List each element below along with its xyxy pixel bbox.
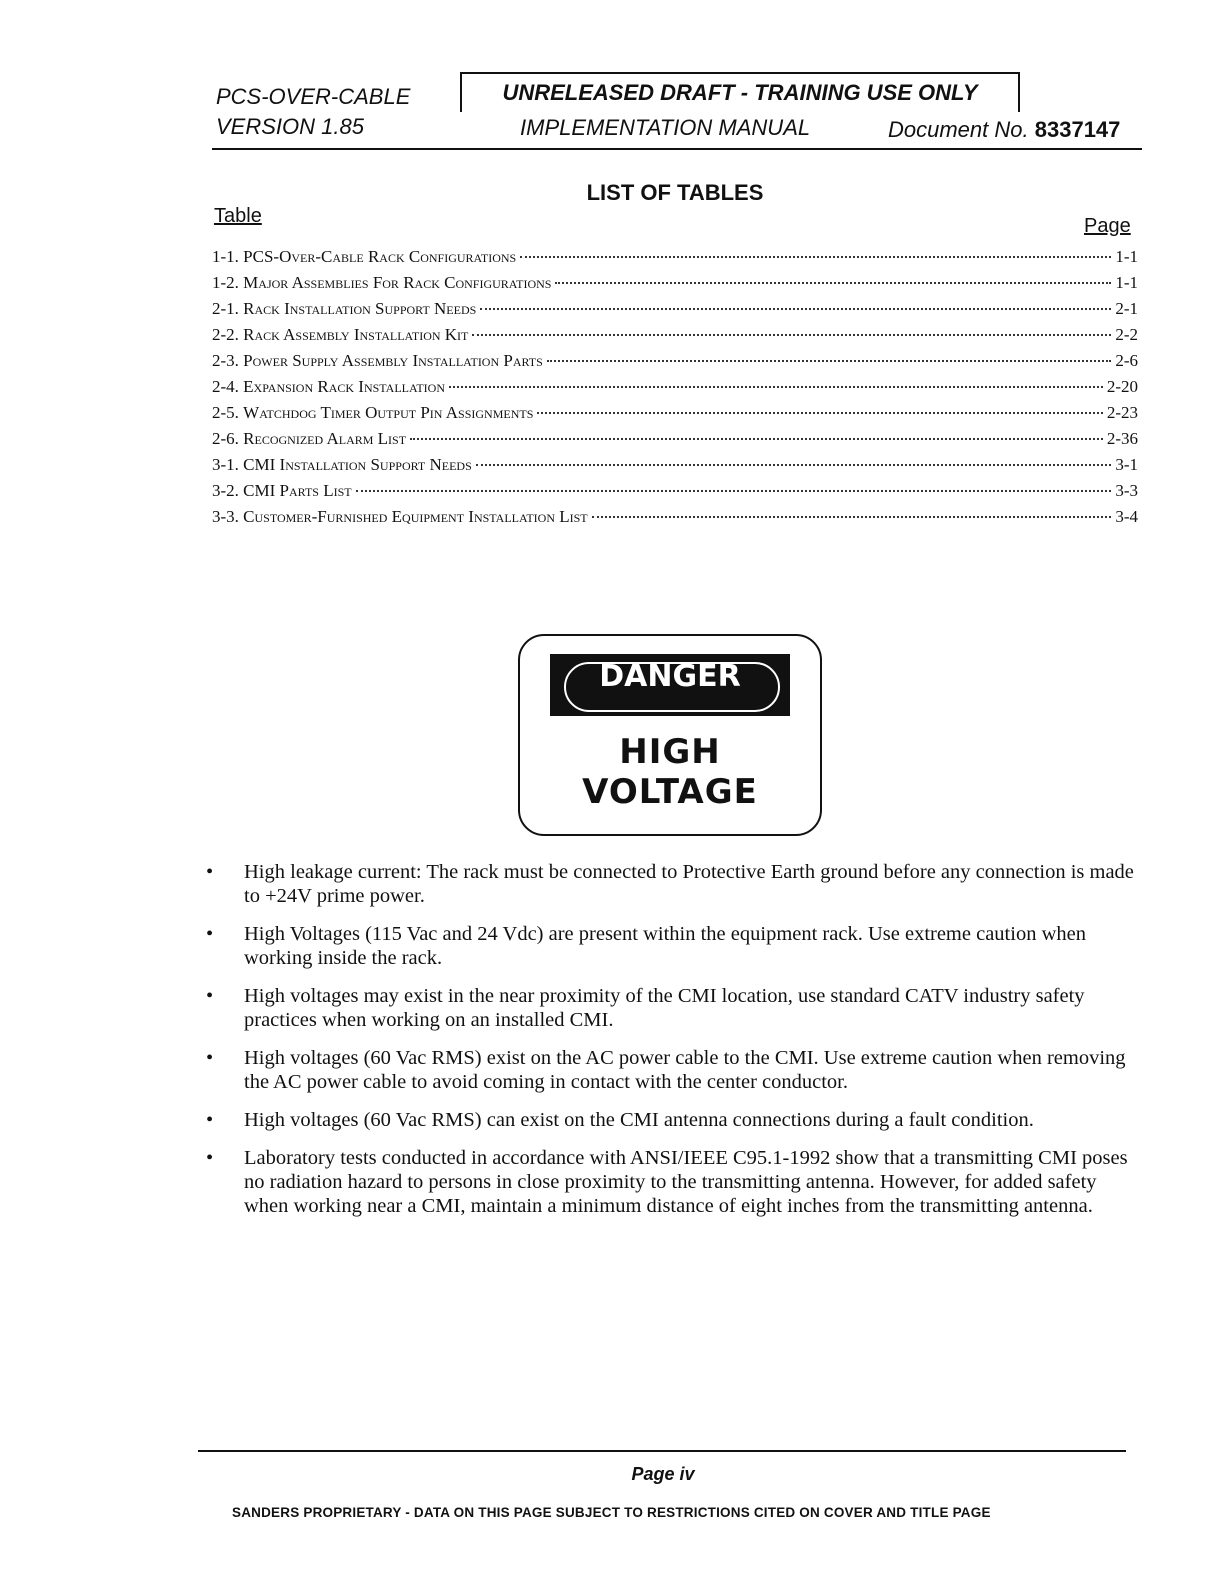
- high-voltage-text: [520, 732, 820, 812]
- toc-title: Major Assemblies For Rack Configurations: [243, 273, 552, 292]
- toc-number: 2-5.: [212, 403, 244, 422]
- toc-row: [212, 351, 1138, 377]
- safety-bullet-text: High voltages (60 Vac RMS) exist on the AC power cable to the CMI. Use extreme caution when removing the AC power cable to avoid coming in contact with the center conductor.: [244, 1047, 1126, 1093]
- toc-row: [212, 507, 1138, 533]
- toc-title: Recognized Alarm List: [243, 429, 407, 448]
- toc-title: Customer-Furnished Equipment Installation List: [243, 507, 588, 526]
- bullet-dot-icon: •: [206, 985, 214, 1007]
- toc-leader: [547, 360, 1112, 362]
- toc-leader: [410, 438, 1103, 440]
- danger-banner-text: DANGER: [599, 659, 741, 694]
- danger-high-voltage-sign: [518, 634, 822, 836]
- document-number-label: Document No.: [888, 117, 1029, 142]
- draft-notice-box: [460, 72, 1020, 112]
- toc-title: PCS-Over-Cable Rack Configurations: [243, 247, 517, 266]
- table-column-header: Table: [214, 205, 262, 227]
- toc-page: 2-2: [1115, 325, 1138, 344]
- safety-bullet: [204, 1146, 1134, 1218]
- toc-row: [212, 455, 1138, 481]
- toc-leader: [592, 516, 1112, 518]
- safety-bullet-text: High Voltages (115 Vac and 24 Vdc) are present within the equipment rack. Use extreme caution when working inside the rack.: [244, 923, 1086, 969]
- danger-banner: [550, 654, 790, 716]
- safety-bullet: [204, 922, 1134, 970]
- product-version: VERSION 1.85: [216, 114, 364, 139]
- toc-leader: [480, 308, 1111, 310]
- toc-page: 2-1: [1115, 299, 1138, 318]
- toc-number: 1-1.: [212, 247, 244, 266]
- toc-title: CMI Installation Support Needs: [243, 455, 472, 474]
- page-number: Page iv: [631, 1464, 695, 1484]
- safety-bullet-text: High leakage current: The rack must be connected to Protective Earth ground before any connection is made to +24V prime power.: [244, 861, 1134, 907]
- toc-page: 1-1: [1115, 273, 1138, 292]
- toc-title: CMI Parts List: [243, 481, 352, 500]
- draft-notice: UNRELEASED DRAFT - TRAINING USE ONLY: [502, 80, 978, 105]
- toc-number: 2-6.: [212, 429, 244, 448]
- toc-row: [212, 273, 1138, 299]
- toc-leader: [537, 412, 1102, 414]
- toc-page: 2-23: [1106, 403, 1138, 422]
- footer-rule: [198, 1450, 1126, 1452]
- toc-leader: [476, 464, 1112, 466]
- high-voltage-line1: HIGH: [619, 732, 721, 772]
- list-of-tables: [212, 247, 1138, 533]
- safety-bullet-text: High voltages (60 Vac RMS) can exist on the CMI antenna connections during a fault condition.: [244, 1109, 1034, 1131]
- toc-row: [212, 429, 1138, 455]
- toc-page: 3-1: [1115, 455, 1138, 474]
- toc-page: 3-4: [1115, 507, 1138, 526]
- toc-number: 3-1.: [212, 455, 244, 474]
- toc-title: Watchdog Timer Output Pin Assignments: [243, 403, 534, 422]
- bullet-dot-icon: •: [206, 1047, 214, 1069]
- header-rule: [212, 148, 1142, 150]
- safety-bullet: [204, 860, 1134, 908]
- toc-number: 2-3.: [212, 351, 244, 370]
- proprietary-notice: SANDERS PROPRIETARY - DATA ON THIS PAGE SUBJECT TO RESTRICTIONS CITED ON COVER AND TITLE PAGE: [232, 1505, 991, 1520]
- toc-leader: [555, 282, 1111, 284]
- bullet-dot-icon: •: [206, 1147, 214, 1169]
- toc-page: 1-1: [1115, 247, 1138, 266]
- toc-leader: [520, 256, 1111, 258]
- toc-number: 3-2.: [212, 481, 244, 500]
- toc-row: [212, 403, 1138, 429]
- high-voltage-line2: VOLTAGE: [582, 772, 758, 812]
- product-name: PCS-OVER-CABLE: [216, 84, 411, 109]
- document-number: [888, 117, 1120, 143]
- toc-row: [212, 247, 1138, 273]
- toc-title: Rack Installation Support Needs: [243, 299, 477, 318]
- header-product: [216, 82, 410, 142]
- toc-leader: [449, 386, 1103, 388]
- toc-page: 2-20: [1106, 377, 1138, 396]
- toc-row: [212, 377, 1138, 403]
- toc-number: 3-3.: [212, 507, 244, 526]
- toc-number: 1-2.: [212, 273, 244, 292]
- safety-bullet: [204, 984, 1134, 1032]
- page-column-header: Page: [1084, 215, 1131, 237]
- toc-leader: [356, 490, 1112, 492]
- toc-page: 2-36: [1106, 429, 1138, 448]
- safety-bullet-list: [204, 860, 1134, 1232]
- safety-bullet: [204, 1046, 1134, 1094]
- toc-leader: [472, 334, 1111, 336]
- toc-number: 2-2.: [212, 325, 244, 344]
- bullet-dot-icon: •: [206, 1109, 214, 1131]
- document-number-value: 8337147: [1034, 117, 1121, 142]
- manual-title: IMPLEMENTATION MANUAL: [520, 115, 811, 140]
- toc-number: 2-1.: [212, 299, 244, 318]
- bullet-dot-icon: •: [206, 861, 214, 883]
- toc-page: 2-6: [1115, 351, 1138, 370]
- toc-number: 2-4.: [212, 377, 244, 396]
- toc-row: [212, 325, 1138, 351]
- toc-page: 3-3: [1115, 481, 1138, 500]
- toc-title: Expansion Rack Installation: [243, 377, 445, 396]
- safety-bullet-text: High voltages may exist in the near proximity of the CMI location, use standard CATV industry safety practices when working on an installed CMI.: [244, 985, 1085, 1031]
- toc-row: [212, 481, 1138, 507]
- list-of-tables-title: LIST OF TABLES: [586, 180, 764, 205]
- bullet-dot-icon: •: [206, 923, 214, 945]
- toc-title: Power Supply Assembly Installation Parts: [243, 351, 543, 370]
- toc-row: [212, 299, 1138, 325]
- safety-bullet-text: Laboratory tests conducted in accordance with ANSI/IEEE C95.1-1992 show that a transmitting CMI poses no radiation hazard to persons in close proximity to the transmitting antenna. However, for added safety when working near a CMI, maintain a minimum distance of eight inches from the transmitting antenna.: [244, 1147, 1128, 1217]
- safety-bullet: [204, 1108, 1134, 1132]
- toc-title: Rack Assembly Installation Kit: [243, 325, 469, 344]
